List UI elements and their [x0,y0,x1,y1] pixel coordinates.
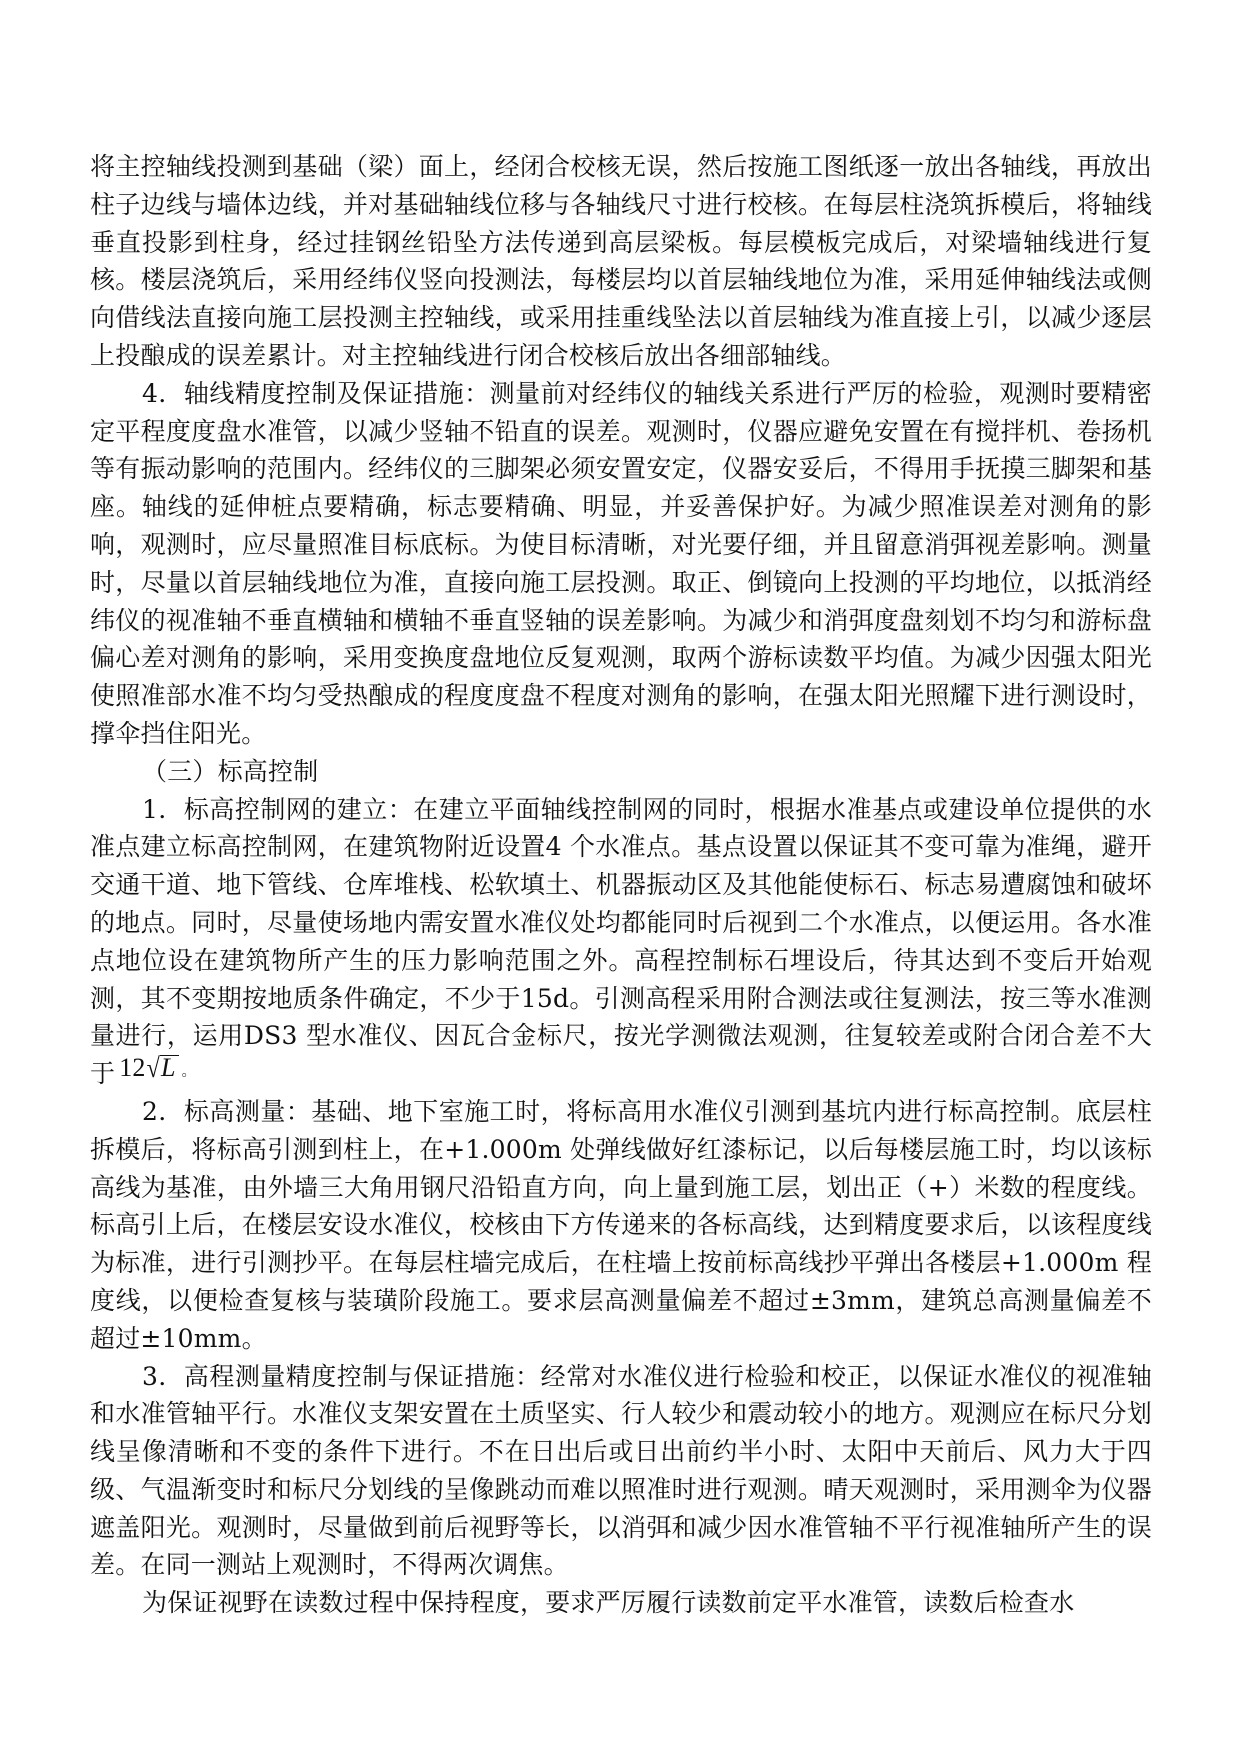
section-heading-elevation-control: （三）标高控制 [142,756,319,786]
formula-coefficient: 12 [119,1053,146,1083]
paragraph-elevation-precision: 3．高程测量精度控制与保证措施：经常对水准仪进行检验和校正，以保证水准仪的视准轴和水准管轴平行。水准仪支架安置在土质坚实、行人较少和震动较小的地方。观测应在标尺分划线呈像清晰和不变的条件下进行。不在日出后或日出前约半小时、太阳中天前后、风力大于四级、气温渐变时和标尺分划线的呈像跳动而难以照准时进行观测。晴天观测时，采用测伞为仪器遮盖阳光。观测时，尽量做到前后视野等长，以消弭和减少因水准管轴不平行视准轴所产生的误差。在同一测站上观测时，不得两次调焦。 [90,1361,1152,1580]
paragraph-reading-procedure: 为保证视野在读数过程中保持程度，要求严厉履行读数前定平水准管，读数后检查水 [142,1588,1075,1618]
paragraph-axis-transfer: 将主控轴线投测到基础（梁）面上，经闭合校核无误，然后按施工图纸逐一放出各轴线，再放出柱子边线与墙体边线，并对基础轴线位移与各轴线尺寸进行校核。在每层柱浇筑拆模后，将轴线垂直投影到柱身，经过挂钢丝铅坠方法传递到高层梁板。每层模板完成后，对梁墙轴线进行复核。楼层浇筑后，采用经纬仪竖向投测法，每楼层均以首层轴线地位为准，采用延伸轴线法或侧向借线法直接向施工层投测主控轴线，或采用挂重线坠法以首层轴线为准直接上引，以减少逐层上投酿成的误差累计。对主控轴线进行闭合校核后放出各细部轴线。 [90,152,1152,370]
formula-variable: L [160,1055,179,1080]
tolerance-formula [119,1055,196,1086]
document-body [90,148,1152,1622]
paragraph-elevation-network [90,791,1152,1093]
paragraph-elevation-network-text: 1．标高控制网的建立：在建立平面轴线控制网的同时，根据水准基点或建设单位提供的水准点建立标高控制网，在建筑物附近设置4 个水准点。基点设置以保证其不变可靠为准绳，避开交通干道、地下管线、仓库堆栈、松软填土、机器振动区及其他能使标石、标志易遭腐蚀和破坏的地点。同时，尽量使场地内需安置水准仪处均都能同时后视到二个水准点，以便运用。各水准点地位设在建筑物所产生的压力影响范围之外。高程控制标石埋设后，待其达到不变后开始观测，其不变期按地质条件确定，不少于15d。引测高程采用附合测法或往复测法，按三等水准测量进行，运用DS3 型水准仪、因瓦合金标尺，按光学测微法观测，往复较差或附合闭合差不大于 [90,794,1152,1089]
paragraph-elevation-measurement: 2．标高测量：基础、地下室施工时，将标高用水准仪引测到基坑内进行标高控制。底层柱拆模后，将标高引测到柱上，在+1.000m 处弹线做好红漆标记，以后每楼层施工时，均以该标高线为基准，由外墙三大角用钢尺沿铅直方向，向上量到施工层，划出正（+）米数的程度线。标高引上后，在楼层安设水准仪，校核由下方传递来的各标高线，达到精度要求后，以该程度线为标准，进行引测抄平。在每层柱墙完成后，在柱墙上按前标高线抄平弹出各楼层+1.000m 程度线，以便检查复核与装璜阶段施工。要求层高测量偏差不超过±3mm，建筑总高测量偏差不超过±10mm。 [90,1096,1152,1353]
paragraph-axis-precision: 4．轴线精度控制及保证措施：测量前对经纬仪的轴线关系进行严厉的检验，观测时要精密定平程度度盘水准管，以减少竖轴不铅直的误差。观测时，仪器应避免安置在有搅拌机、卷扬机等有振动影响的范围内。经纬仪的三脚架必须安置安定，仪器安妥后，不得用手抚摸三脚架和基座。轴线的延伸桩点要精确，标志要精确、明显，并妥善保护好。为减少照准误差对测角的影响，观测时，应尽量照准目标底标。为使目标清晰，对光要仔细，并且留意消弭视差影响。测量时，尽量以首层轴线地位为准，直接向施工层投测。取正、倒镜向上投测的平均地位，以抵消经纬仪的视准轴不垂直横轴和横轴不垂直竖轴的误差影响。为减少和消弭度盘刻划不均匀和游标盘偏心差对测角的影响，采用变换度盘地位反复观测，取两个游标读数平均值。为减少因强太阳光使照准部水准不均匀受热酿成的程度度盘不程度对测角的影响，在强太阳光照耀下进行测设时，撑伞挡住阳光。 [90,378,1152,748]
square-root-icon: √ [146,1054,160,1085]
formula-trailing-mark: 。 [181,1065,196,1081]
